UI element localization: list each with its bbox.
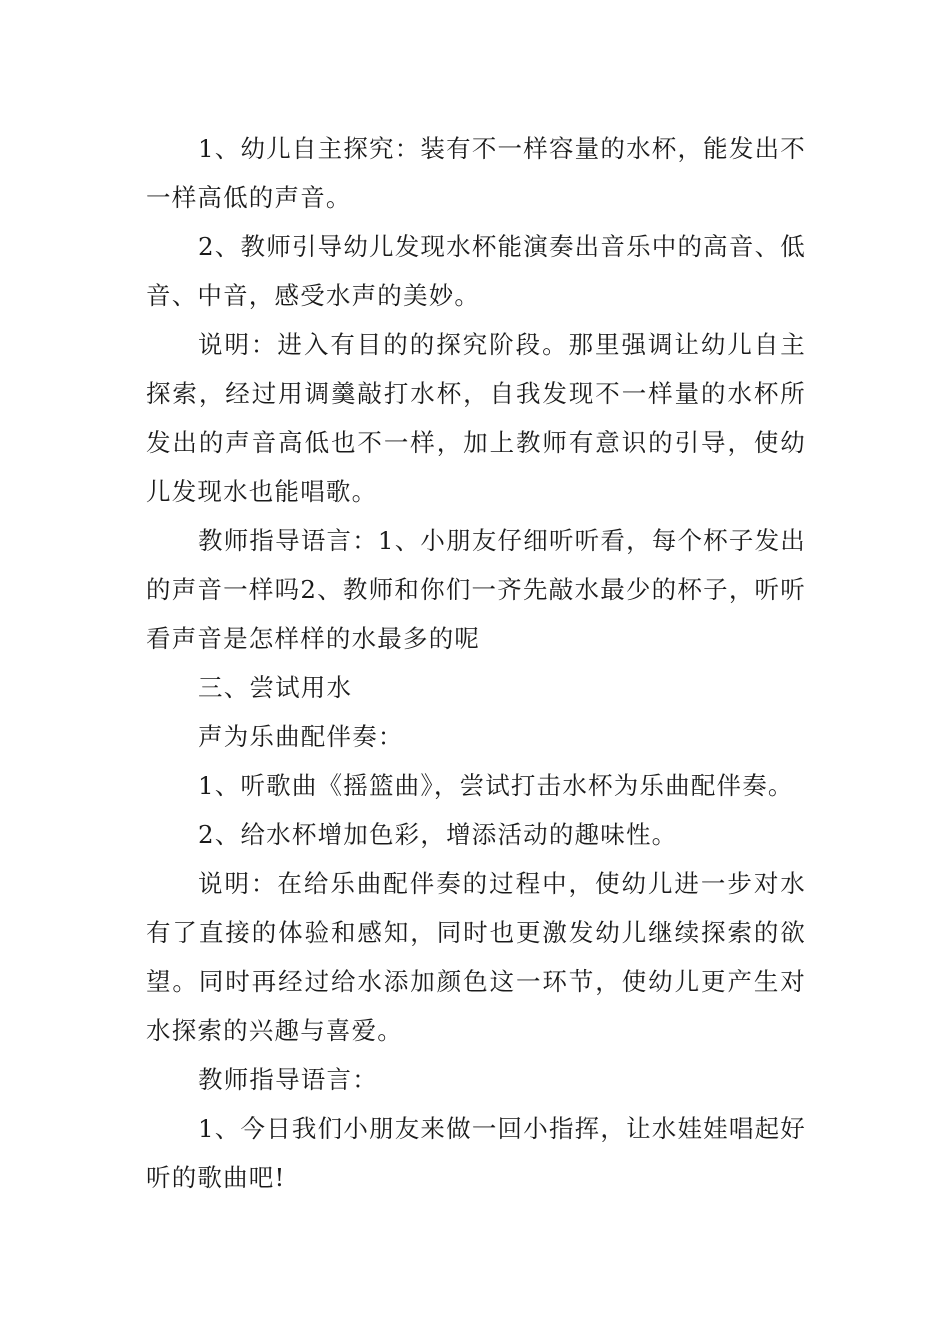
- paragraph: 教师指导语言：: [198, 1065, 378, 1094]
- paragraph: 2、教师引导幼儿发现水杯能演奏出音乐中的高音、低音、中音，感受水声的美妙。: [146, 232, 806, 310]
- paragraph: 1、今日我们小朋友来做一回小指挥，让水娃娃唱起好听的歌曲吧!: [146, 1114, 806, 1192]
- paragraph: 2、给水杯增加色彩，增添活动的趣味性。: [198, 820, 678, 849]
- document-body: [146, 124, 806, 1202]
- paragraph: 说明：进入有目的的探究阶段。那里强调让幼儿自主探索，经过用调羹敲打水杯，自我发现不一样量的水杯所发出的声音高低也不一样，加上教师有意识的引导，使幼儿发现水也能唱歌。: [146, 330, 806, 506]
- paragraph: 1、幼儿自主探究：装有不一样容量的水杯，能发出不一样高低的声音。: [146, 134, 806, 212]
- section-heading: 三、尝试用水: [198, 673, 353, 702]
- paragraph: 声为乐曲配伴奏：: [198, 722, 404, 751]
- paragraph: 说明：在给乐曲配伴奏的过程中，使幼儿进一步对水有了直接的体验和感知，同时也更激发幼儿继续探索的欲望。同时再经过给水添加颜色这一环节，使幼儿更产生对水探索的兴趣与喜爱。: [146, 869, 806, 1045]
- paragraph: 1、听歌曲《摇篮曲》，尝试打击水杯为乐曲配伴奏。: [198, 771, 794, 800]
- paragraph: 教师指导语言：1、小朋友仔细听听看，每个杯子发出的声音一样吗2、教师和你们一齐先敲水最少的杯子，听听看声音是怎样样的水最多的呢: [146, 526, 806, 653]
